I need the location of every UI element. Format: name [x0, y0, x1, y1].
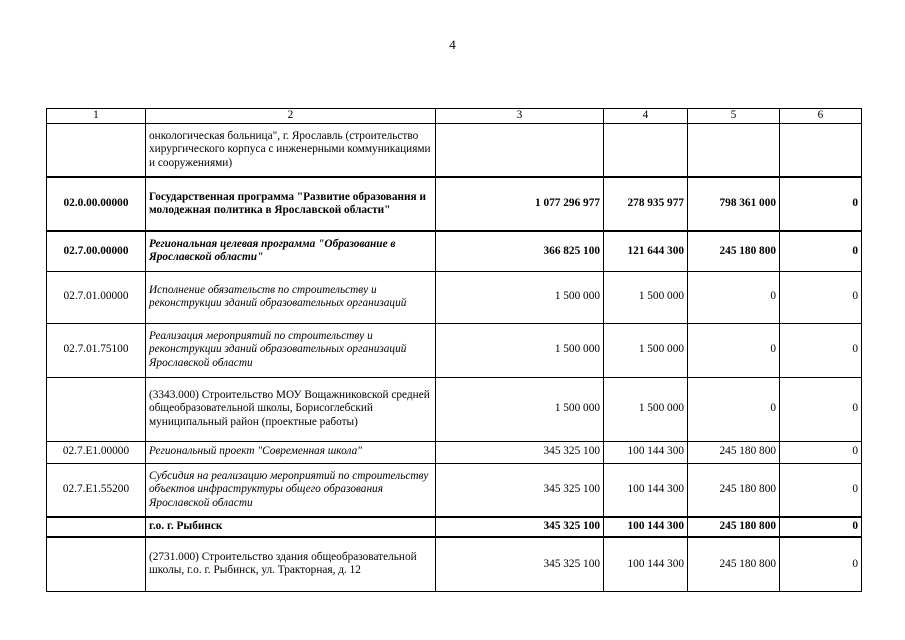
table-row — [47, 231, 862, 271]
row-code: 02.7.E1.55200 — [47, 463, 146, 517]
row-value-col6: 0 — [780, 177, 862, 231]
row-value-col4: 100 144 300 — [604, 463, 688, 517]
row-value-col3: 366 825 100 — [436, 231, 604, 271]
row-code: 02.7.E1.00000 — [47, 441, 146, 463]
row-value-col6: 0 — [780, 271, 862, 323]
table-row — [47, 377, 862, 441]
row-value-col3: 1 500 000 — [436, 377, 604, 441]
row-name: г.о. г. Рыбинск — [146, 517, 436, 537]
header-row — [47, 109, 862, 124]
row-name: онкологическая больница", г. Ярославль (строительство хирургического корпуса с инженерными коммуникациями и сооружениями) — [146, 123, 436, 177]
row-name: Исполнение обязательств по строительству и реконструкции зданий образовательных организаций — [146, 271, 436, 323]
column-header: 2 — [146, 109, 436, 124]
row-value-col6: 0 — [780, 517, 862, 537]
row-value-col6: 0 — [780, 231, 862, 271]
column-header: 5 — [688, 109, 780, 124]
table-row — [47, 537, 862, 591]
row-value-col5: 245 180 800 — [688, 537, 780, 591]
row-name: (2731.000) Строительство здания общеобразовательной школы, г.о. г. Рыбинск, ул. Тракторная, д. 12 — [146, 537, 436, 591]
row-value-col3: 1 500 000 — [436, 271, 604, 323]
row-value-col4: 100 144 300 — [604, 441, 688, 463]
table-row — [47, 323, 862, 377]
column-header: 1 — [47, 109, 146, 124]
row-code — [47, 517, 146, 537]
table-row — [47, 177, 862, 231]
table-row — [47, 271, 862, 323]
row-value-col4: 1 500 000 — [604, 271, 688, 323]
row-code — [47, 537, 146, 591]
page-number: 4 — [449, 37, 456, 52]
row-value-col6 — [780, 123, 862, 177]
table-row — [47, 463, 862, 517]
row-name: Государственная программа "Развитие образования и молодежная политика в Ярославской области" — [146, 177, 436, 231]
row-value-col4: 100 144 300 — [604, 517, 688, 537]
row-code — [47, 123, 146, 177]
column-header: 6 — [780, 109, 862, 124]
row-name: Реализация мероприятий по строительству и реконструкции зданий образовательных организаций Ярославской области — [146, 323, 436, 377]
row-value-col5: 245 180 800 — [688, 517, 780, 537]
row-value-col3: 345 325 100 — [436, 517, 604, 537]
table-row — [47, 517, 862, 537]
row-value-col5: 245 180 800 — [688, 231, 780, 271]
row-value-col3: 345 325 100 — [436, 537, 604, 591]
row-value-col3: 1 500 000 — [436, 323, 604, 377]
row-value-col5: 245 180 800 — [688, 463, 780, 517]
row-value-col4: 1 500 000 — [604, 323, 688, 377]
table-row — [47, 441, 862, 463]
row-code: 02.7.01.75100 — [47, 323, 146, 377]
column-header: 4 — [604, 109, 688, 124]
row-value-col5: 0 — [688, 271, 780, 323]
row-value-col6: 0 — [780, 377, 862, 441]
row-code: 02.7.01.00000 — [47, 271, 146, 323]
row-code: 02.0.00.00000 — [47, 177, 146, 231]
budget-table — [46, 108, 862, 592]
row-code: 02.7.00.00000 — [47, 231, 146, 271]
row-value-col3: 1 077 296 977 — [436, 177, 604, 231]
row-value-col3: 345 325 100 — [436, 441, 604, 463]
row-code — [47, 377, 146, 441]
row-name: Региональный проект "Современная школа" — [146, 441, 436, 463]
row-value-col6: 0 — [780, 323, 862, 377]
row-value-col5: 245 180 800 — [688, 441, 780, 463]
row-value-col5: 0 — [688, 323, 780, 377]
row-value-col3 — [436, 123, 604, 177]
row-value-col4: 1 500 000 — [604, 377, 688, 441]
row-value-col4: 121 644 300 — [604, 231, 688, 271]
row-name: Субсидия на реализацию мероприятий по строительству объектов инфраструктуры общего образования Ярославской области — [146, 463, 436, 517]
row-value-col5: 798 361 000 — [688, 177, 780, 231]
row-value-col6: 0 — [780, 537, 862, 591]
row-name: Региональная целевая программа "Образование в Ярославской области" — [146, 231, 436, 271]
row-value-col4 — [604, 123, 688, 177]
row-value-col6: 0 — [780, 463, 862, 517]
row-value-col5 — [688, 123, 780, 177]
row-value-col5: 0 — [688, 377, 780, 441]
table-header — [47, 109, 862, 124]
table-row — [47, 123, 862, 177]
row-value-col3: 345 325 100 — [436, 463, 604, 517]
row-value-col4: 100 144 300 — [604, 537, 688, 591]
column-header: 3 — [436, 109, 604, 124]
row-value-col6: 0 — [780, 441, 862, 463]
row-name: (3343.000) Строительство МОУ Вощажниковской средней общеобразовательной школы, Борисоглебский муниципальный район (проектные работы) — [146, 377, 436, 441]
row-value-col4: 278 935 977 — [604, 177, 688, 231]
